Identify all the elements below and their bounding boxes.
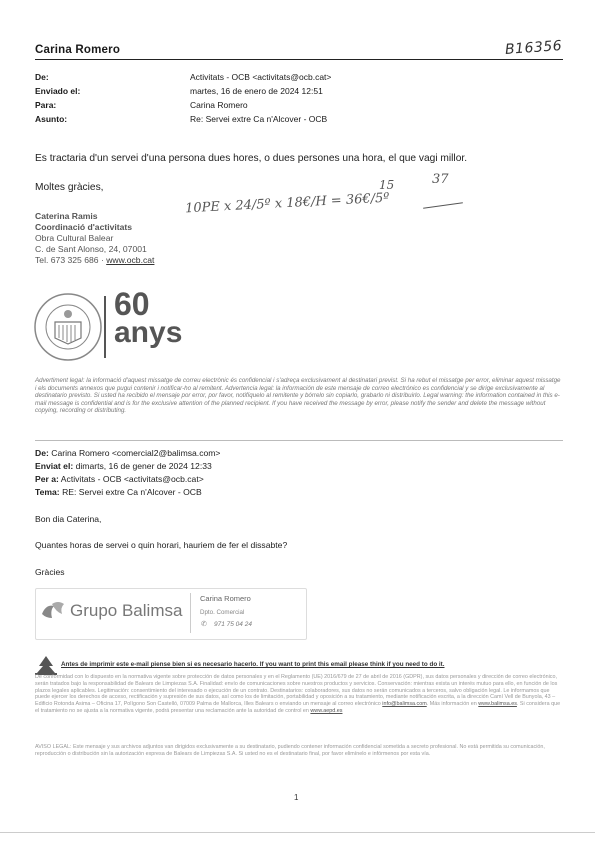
privacy-text: De conformidad con lo dispuesto en la normativa vigente sobre protección de datos personales y en el Reglamento (UE) 2016/679 de 27 de abril de 2016 (GDPR), sus datos personales y dirección de correo electrónico, serán tratados bajo la responsabilidad de Balears de Limpiezas S.A. Finalidad: envío de comunicaciones sobre nuestros productos y servicios. Conservación: mientras exista un interés mutuo para ello, en función de los plazos legales aplicables. Legitimación: consentimiento del interesado o ejecución de un contrato. Destinatarios: colaboradores, sus datos no serán comunicados a terceros, salvo obligación legal. Le informamos que puede ejercer los derechos de acceso, rectificación y supresión de sus datos, así como los de limitación, portabilidad y oposición a su tratamiento, mediante notificación escrita, a la dirección Camí Vell de Bunyola, 43 – Edificio Rotonda Asima – Oficina 17, Polígono Son Castelló, 07009 Palma de Mallorca, Illes Balears o enviando un mensaje al correo electrónico (35, 674, 558, 708)
header-subject-label: Asunto: (35, 114, 68, 124)
signature-org: Obra Cultural Balear (35, 233, 114, 243)
signature-web-link[interactable]: www.ocb.cat (106, 255, 155, 265)
balimsa-privacy-notice (35, 674, 563, 715)
header-sent-label: Enviado el: (35, 86, 81, 96)
privacy-text-claim: . Si considera que el tratamiento no se ajusta a la normativa vigente, podrá presentar una reclamación ante la autoridad de control en (35, 701, 561, 714)
balimsa-logo-icon (40, 600, 66, 622)
quoted-subject-value: RE: Servei extre Ca n'Alcover - OCB (59, 487, 202, 497)
quoted-sent-value: dimarts, 16 de gener de 2024 12:33 (73, 461, 212, 471)
ocb-seal-logo (33, 292, 103, 362)
privacy-text-more: . Más información en (426, 701, 477, 708)
quoted-question: Quantes horas de servei o quin horari, hauriem de fer el dissabte? (35, 540, 288, 550)
header-from-label: De: (35, 72, 49, 82)
signature-address: C. de Sant Alonso, 24, 07001 (35, 244, 147, 254)
phone-icon: ✆ (201, 621, 207, 628)
ocb-legal-notice: Advertiment legal: la informació d'aquest missatge de correu electrònic és confidencial i s'adreça exclusivament al destinatari previst. Si ha rebut el missatge per error, eliminar aquest missatge i els documents annexos que pugui contenir i notificar-ho al remitent. Advertencia legal: la información de este mensaje de correo electrónico es confidencial y se dirige exclusivamente al destinatario previsto. Si usted ha recibido el mensaje por error, por favor, notifíquelo al remitente y bórrelo sin copiarlo, grabarlo ni distribuirlo. Legal warning: the information contained in this e-mail message is confidential and is for the exclusive attention of the planned recipient. If you have received the message by error, please notify the sender and delete the message without copying, recording or distributing. (35, 377, 561, 415)
signature-role: Coordinació d'activitats (35, 222, 133, 232)
message-body: Es tractaria d'un servei d'una persona dues hores, o dues persones una hora, el que vagi millor. (35, 153, 468, 164)
header-to-value: Carina Romero (190, 100, 248, 110)
handwritten-note-37: 37 (432, 172, 449, 187)
header-from-value: Activitats - OCB <activitats@ocb.cat> (190, 72, 332, 82)
balimsa-legal-notice: AVISO LEGAL: Este mensaje y sus archivos adjuntos van dirigidos exclusivamente a su destinatario, pudiendo contener información confidencial sometida a secreto profesional. No está permitida su comunicación, reproducción o distribución sin la autorización expresa de Balears de Limpiezas S.A. Si usted no es el destinatario final, por favor elimínelo e infórmenos por esta vía. (35, 744, 545, 757)
message-thanks: Moltes gràcies, (35, 182, 104, 193)
sender-name: Carina Romero (35, 44, 121, 56)
balimsa-brand: Grupo Balimsa (70, 601, 183, 620)
quoted-to-value: Activitats - OCB <activitats@ocb.cat> (58, 474, 204, 484)
header-subject-value: Re: Servei extre Ca n'Alcover - OCB (190, 114, 328, 124)
anniversary-word: anys (114, 316, 183, 349)
balimsa-divider (190, 593, 191, 633)
quoted-thanks: Gràcies (35, 567, 65, 577)
balimsa-phone: 971 75 04 24 (214, 621, 252, 628)
handwritten-calculation: 10PE x 24/5º x 18€/H = 36€/5º (184, 190, 390, 217)
privacy-email-link[interactable]: info@balimsa.com (382, 701, 427, 708)
handwritten-ref-code: B16356 (504, 38, 563, 58)
header-sent-value: martes, 16 de enero de 2024 12:51 (190, 86, 323, 96)
balimsa-contact-name: Carina Romero (200, 594, 251, 603)
header-to-label: Para: (35, 100, 57, 110)
page-bottom-rule (0, 832, 595, 833)
quoted-greeting: Bon dia Caterina, (35, 514, 102, 524)
quoted-from-value: Carina Romero <comercial2@balimsa.com> (48, 448, 221, 458)
logo-divider (104, 296, 106, 358)
balimsa-department: Dpto. Comercial (200, 609, 245, 616)
quoted-divider (35, 440, 563, 441)
handwritten-strikethrough (423, 202, 463, 209)
quoted-sent-label: Enviat el: (35, 461, 74, 471)
aepd-link[interactable]: www.aepd.es (310, 707, 343, 714)
quoted-from-label: De: (35, 448, 49, 458)
signature-block (35, 211, 154, 266)
handwritten-note-15: 15 (379, 178, 395, 192)
quoted-to-label: Per a: (35, 474, 59, 484)
signature-name: Caterina Ramis (35, 211, 98, 221)
header-divider (35, 59, 563, 60)
tree-icon (35, 656, 57, 676)
quoted-subject-label: Tema: (35, 487, 60, 497)
signature-tel: Tel. 673 325 686 · (35, 255, 107, 265)
eco-print-note: Antes de imprimir este e-mail piense bien si es necesario hacerlo. If you want to print this email please think if you need to do it. (61, 661, 445, 668)
privacy-web-link[interactable]: www.balimsa.es (478, 701, 517, 708)
anniversary-number: 60 (114, 286, 150, 322)
page-number: 1 (294, 793, 299, 802)
